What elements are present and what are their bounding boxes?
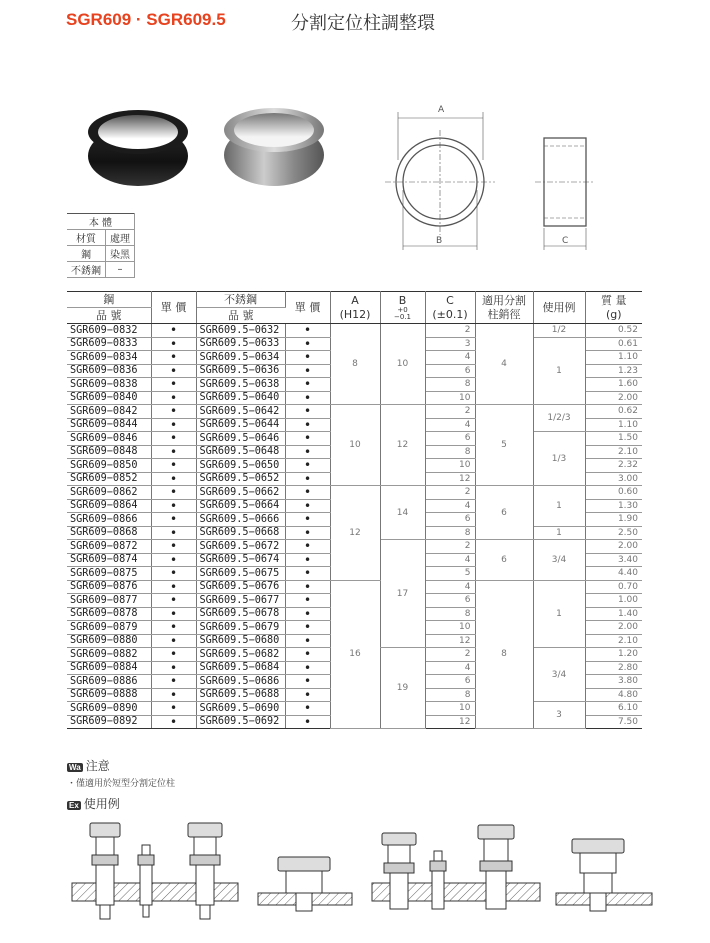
a-value: 10	[330, 405, 380, 486]
c-value: 6	[425, 432, 475, 446]
stainless-part-number: SGR609.5−0679	[196, 621, 285, 635]
stainless-price-cell: •	[285, 661, 330, 675]
stainless-part-number: SGR609.5−0664	[196, 499, 285, 513]
steel-price-cell: •	[151, 513, 196, 527]
stainless-price-cell: •	[285, 418, 330, 432]
stainless-part-number: SGR609.5−0678	[196, 607, 285, 621]
steel-part-number: SGR609−0868	[67, 526, 151, 540]
usage-example-value: 3	[533, 702, 585, 729]
b-value: 10	[380, 324, 425, 405]
table-row	[67, 486, 642, 500]
c-value: 12	[425, 715, 475, 729]
stainless-price-cell: •	[285, 378, 330, 392]
usage-example-value: 3/4	[533, 540, 585, 581]
steel-part-number: SGR609−0862	[67, 486, 151, 500]
stainless-price-cell: •	[285, 445, 330, 459]
usage-example-illustrations	[60, 815, 660, 925]
steel-price-cell: •	[151, 661, 196, 675]
c-value: 10	[425, 391, 475, 405]
steel-price-cell: •	[151, 364, 196, 378]
usage-example-value: 1	[533, 580, 585, 648]
c-value: 8	[425, 378, 475, 392]
steel-price-cell: •	[151, 418, 196, 432]
steel-part-number: SGR609−0882	[67, 648, 151, 662]
stainless-part-number: SGR609.5−0680	[196, 634, 285, 648]
weight-value: 0.61	[585, 337, 642, 351]
steel-part-number: SGR609−0864	[67, 499, 151, 513]
stainless-part-number: SGR609.5−0682	[196, 648, 285, 662]
steel-price-cell: •	[151, 621, 196, 635]
steel-part-number: SGR609−0890	[67, 702, 151, 716]
weight-header	[585, 292, 642, 324]
c-value: 12	[425, 472, 475, 486]
stainless-price-cell: •	[285, 553, 330, 567]
steel-price-cell: •	[151, 634, 196, 648]
steel-part-number: SGR609−0844	[67, 418, 151, 432]
stainless-part-number: SGR609.5−0684	[196, 661, 285, 675]
c-value: 4	[425, 418, 475, 432]
stainless-part-number: SGR609.5−0662	[196, 486, 285, 500]
stainless-price-cell: •	[285, 594, 330, 608]
steel-part-number: SGR609−0848	[67, 445, 151, 459]
stainless-price-cell: •	[285, 459, 330, 473]
table-row	[67, 580, 642, 594]
stainless-part-number: SGR609.5−0648	[196, 445, 285, 459]
b-label: B	[398, 293, 407, 307]
c-value: 3	[425, 337, 475, 351]
steel-part-number: SGR609−0850	[67, 459, 151, 473]
stainless-header	[196, 292, 285, 308]
steel-part-number: SGR609−0884	[67, 661, 151, 675]
pin-diameter-header	[475, 292, 533, 324]
steel-price-cell: •	[151, 702, 196, 716]
pin-diameter-value: 4	[475, 324, 533, 405]
steel-price-cell: •	[151, 688, 196, 702]
c-value: 12	[425, 634, 475, 648]
steel-header	[67, 292, 151, 308]
steel-price-cell: •	[151, 405, 196, 419]
product-code-title: SGR609 · SGR609.5	[66, 10, 226, 29]
steel-price-cell: •	[151, 472, 196, 486]
c-value: 8	[425, 526, 475, 540]
c-value: 4	[425, 580, 475, 594]
weight-value: 6.10	[585, 702, 642, 716]
steel-part-number: SGR609−0852	[67, 472, 151, 486]
weight-value: 3.00	[585, 472, 642, 486]
material-table-title: 本 體	[67, 214, 135, 230]
stainless-part-number: SGR609.5−0688	[196, 688, 285, 702]
b-value: 12	[380, 405, 425, 486]
steel-price-cell: •	[151, 459, 196, 473]
notes-heading	[67, 757, 110, 774]
steel-part-number: SGR609−0874	[67, 553, 151, 567]
c-value: 2	[425, 324, 475, 338]
steel-part-number: SGR609−0872	[67, 540, 151, 554]
usage-example-value: 1	[533, 337, 585, 405]
steel-part-number: SGR609−0840	[67, 391, 151, 405]
stainless-part-number: SGR609.5−0666	[196, 513, 285, 527]
weight-value: 1.30	[585, 499, 642, 513]
c-value: 10	[425, 621, 475, 635]
steel-part-number: SGR609−0879	[67, 621, 151, 635]
weight-value: 4.80	[585, 688, 642, 702]
b-value: 19	[380, 648, 425, 729]
weight-value: 1.10	[585, 351, 642, 365]
dimension-drawing	[370, 100, 600, 260]
weight-value: 1.50	[585, 432, 642, 446]
ex-badge: Ex	[69, 801, 79, 810]
c-value: 6	[425, 675, 475, 689]
steel-part-number: SGR609−0877	[67, 594, 151, 608]
weight-value: 1.10	[585, 418, 642, 432]
material-col-header: 材質	[67, 230, 106, 246]
steel-price-cell: •	[151, 715, 196, 729]
weight-value: 0.60	[585, 486, 642, 500]
stainless-part-number: SGR609.5−0675	[196, 567, 285, 581]
a-tolerance: (H12)	[339, 307, 371, 321]
stainless-price-cell: •	[285, 337, 330, 351]
c-value: 4	[425, 661, 475, 675]
usage-example-value: 3/4	[533, 648, 585, 702]
c-value: 10	[425, 702, 475, 716]
weight-value: 2.10	[585, 634, 642, 648]
stainless-part-number: SGR609.5−0692	[196, 715, 285, 729]
weight-value: 2.32	[585, 459, 642, 473]
steel-price-cell: •	[151, 486, 196, 500]
examples-heading	[67, 795, 120, 812]
stainless-price-cell: •	[285, 621, 330, 635]
weight-value: 3.40	[585, 553, 642, 567]
steel-part-number: SGR609−0888	[67, 688, 151, 702]
steel-part-number: SGR609−0838	[67, 378, 151, 392]
stainless-price-cell: •	[285, 405, 330, 419]
weight-value: 2.00	[585, 540, 642, 554]
c-value: 10	[425, 459, 475, 473]
steel-price-cell: •	[151, 499, 196, 513]
steel-part-number: SGR609−0834	[67, 351, 151, 365]
stainless-price-cell: •	[285, 580, 330, 594]
c-value: 4	[425, 499, 475, 513]
steel-price-cell: •	[151, 391, 196, 405]
c-value: 8	[425, 445, 475, 459]
c-value: 5	[425, 567, 475, 581]
weight-value: 1.23	[585, 364, 642, 378]
stainless-price-cell: •	[285, 472, 330, 486]
steel-price-cell: •	[151, 378, 196, 392]
stainless-price-cell: •	[285, 526, 330, 540]
black-ring-photo	[88, 110, 188, 186]
stainless-part-number: SGR609.5−0633	[196, 337, 285, 351]
c-value: 4	[425, 553, 475, 567]
c-value: 8	[425, 607, 475, 621]
stainless-price-cell: •	[285, 648, 330, 662]
b-header	[380, 292, 425, 324]
weight-unit: (g)	[605, 307, 622, 321]
stainless-part-number: SGR609.5−0650	[196, 459, 285, 473]
price2-header: 單 價	[285, 292, 330, 324]
weight-value: 1.60	[585, 378, 642, 392]
c-value: 4	[425, 351, 475, 365]
steel-price-cell: •	[151, 580, 196, 594]
material-cell: 不銹鋼	[67, 262, 106, 278]
usage-example-value: 1/2	[533, 324, 585, 338]
steel-part-number: SGR609−0880	[67, 634, 151, 648]
stainless-price-cell: •	[285, 391, 330, 405]
stainless-price-cell: •	[285, 634, 330, 648]
table-row	[67, 324, 642, 338]
weight-value: 2.00	[585, 391, 642, 405]
steel-part-number: SGR609−0866	[67, 513, 151, 527]
examples-title: 使用例	[83, 797, 120, 811]
stainless-part-number: SGR609.5−0674	[196, 553, 285, 567]
weight-value: 3.80	[585, 675, 642, 689]
weight-value: 1.00	[585, 594, 642, 608]
c-value: 2	[425, 405, 475, 419]
stainless-price-cell: •	[285, 364, 330, 378]
c-tolerance: (±0.1)	[432, 307, 468, 321]
b-tol-plus: +0	[397, 306, 408, 315]
stainless-ring-photo	[224, 108, 324, 186]
weight-value: 1.90	[585, 513, 642, 527]
c-label: C	[446, 293, 454, 307]
part-no-header: 品 號	[67, 308, 151, 324]
steel-part-number: SGR609−0833	[67, 337, 151, 351]
a-value: 16	[330, 580, 380, 729]
stainless-part-number: SGR609.5−0638	[196, 378, 285, 392]
spec-table	[67, 291, 642, 729]
steel-part-number: SGR609−0836	[67, 364, 151, 378]
steel-part-number: SGR609−0892	[67, 715, 151, 729]
stainless-price-cell: •	[285, 513, 330, 527]
steel-label: 鋼	[103, 292, 115, 306]
weight-value: 2.10	[585, 445, 642, 459]
material-table	[67, 213, 135, 278]
treatment-cell: 染黑	[106, 246, 135, 262]
usage-example-value: 1	[533, 486, 585, 527]
b-tol-minus: −0.1	[394, 313, 411, 322]
usage-example-value: 1	[533, 526, 585, 540]
steel-price-cell: •	[151, 445, 196, 459]
dim-a-label: A	[438, 105, 445, 115]
pin-diameter-value: 8	[475, 580, 533, 729]
product-name-title: 分割定位柱調整環	[291, 13, 435, 34]
treatment-cell: –	[106, 262, 135, 278]
stainless-price-cell: •	[285, 540, 330, 554]
pin-diameter-value: 6	[475, 540, 533, 581]
stainless-price-cell: •	[285, 432, 330, 446]
c-value: 2	[425, 648, 475, 662]
b-value: 14	[380, 486, 425, 540]
stainless-part-number: SGR609.5−0652	[196, 472, 285, 486]
dim-b-label: B	[436, 236, 443, 246]
stainless-price-cell: •	[285, 351, 330, 365]
weight-value: 0.52	[585, 324, 642, 338]
stainless-price-cell: •	[285, 567, 330, 581]
c-value: 2	[425, 486, 475, 500]
stainless-price-cell: •	[285, 675, 330, 689]
c-value: 8	[425, 688, 475, 702]
stainless-price-cell: •	[285, 324, 330, 338]
stainless-part-number: SGR609.5−0644	[196, 418, 285, 432]
stainless-part-number: SGR609.5−0640	[196, 391, 285, 405]
steel-price-cell: •	[151, 540, 196, 554]
steel-price-cell: •	[151, 324, 196, 338]
stainless-part-number: SGR609.5−0672	[196, 540, 285, 554]
c-value: 6	[425, 594, 475, 608]
part-no2-header: 品 號	[196, 308, 285, 324]
treatment-col-header: 處理	[106, 230, 135, 246]
weight-value: 0.62	[585, 405, 642, 419]
steel-part-number: SGR609−0878	[67, 607, 151, 621]
stainless-part-number: SGR609.5−0668	[196, 526, 285, 540]
steel-price-cell: •	[151, 567, 196, 581]
a-header	[330, 292, 380, 324]
table-row	[67, 405, 642, 419]
steel-price-cell: •	[151, 351, 196, 365]
stainless-price-cell: •	[285, 702, 330, 716]
notes-text: ・僅適用於短型分割定位柱	[67, 779, 176, 789]
stainless-part-number: SGR609.5−0677	[196, 594, 285, 608]
a-value: 12	[330, 486, 380, 581]
pin-diameter-value: 5	[475, 405, 533, 486]
steel-price-cell: •	[151, 432, 196, 446]
wa-badge: Wa	[69, 763, 81, 772]
weight-value: 1.20	[585, 648, 642, 662]
steel-price-cell: •	[151, 607, 196, 621]
steel-price-cell: •	[151, 337, 196, 351]
steel-price-cell: •	[151, 526, 196, 540]
price-header: 單 價	[151, 292, 196, 324]
weight-value: 2.80	[585, 661, 642, 675]
stainless-part-number: SGR609.5−0642	[196, 405, 285, 419]
dim-c-label: C	[562, 236, 569, 246]
stainless-price-cell: •	[285, 688, 330, 702]
b-value: 17	[380, 540, 425, 648]
stainless-price-cell: •	[285, 715, 330, 729]
steel-price-cell: •	[151, 594, 196, 608]
pin-diameter-value: 6	[475, 486, 533, 540]
a-label: A	[351, 293, 359, 307]
usage-example-value: 1/3	[533, 432, 585, 486]
stainless-price-cell: •	[285, 607, 330, 621]
stainless-part-number: SGR609.5−0636	[196, 364, 285, 378]
c-value: 2	[425, 540, 475, 554]
stainless-part-number: SGR609.5−0646	[196, 432, 285, 446]
steel-price-cell: •	[151, 553, 196, 567]
steel-part-number: SGR609−0832	[67, 324, 151, 338]
usage-example-value: 1/2/3	[533, 405, 585, 432]
stainless-part-number: SGR609.5−0634	[196, 351, 285, 365]
c-value: 6	[425, 513, 475, 527]
stainless-label: 不銹鋼	[224, 292, 257, 306]
c-value: 6	[425, 364, 475, 378]
stainless-price-cell: •	[285, 486, 330, 500]
notes-title: 注意	[85, 759, 110, 773]
weight-value: 1.40	[585, 607, 642, 621]
steel-price-cell: •	[151, 675, 196, 689]
weight-value: 2.50	[585, 526, 642, 540]
steel-part-number: SGR609−0846	[67, 432, 151, 446]
a-value: 8	[330, 324, 380, 405]
example-header: 使用例	[533, 292, 585, 324]
stainless-part-number: SGR609.5−0690	[196, 702, 285, 716]
stainless-part-number: SGR609.5−0676	[196, 580, 285, 594]
weight-value: 2.00	[585, 621, 642, 635]
steel-part-number: SGR609−0842	[67, 405, 151, 419]
weight-label: 質 量	[601, 293, 627, 307]
stainless-part-number: SGR609.5−0632	[196, 324, 285, 338]
stainless-price-cell: •	[285, 499, 330, 513]
steel-part-number: SGR609−0876	[67, 580, 151, 594]
steel-price-cell: •	[151, 648, 196, 662]
steel-part-number: SGR609−0886	[67, 675, 151, 689]
material-cell: 鋼	[67, 246, 106, 262]
c-header	[425, 292, 475, 324]
stainless-part-number: SGR609.5−0686	[196, 675, 285, 689]
steel-part-number: SGR609−0875	[67, 567, 151, 581]
pin-diameter-label: 適用分割柱銷徑	[482, 293, 526, 321]
weight-value: 0.70	[585, 580, 642, 594]
weight-value: 4.40	[585, 567, 642, 581]
weight-value: 7.50	[585, 715, 642, 729]
